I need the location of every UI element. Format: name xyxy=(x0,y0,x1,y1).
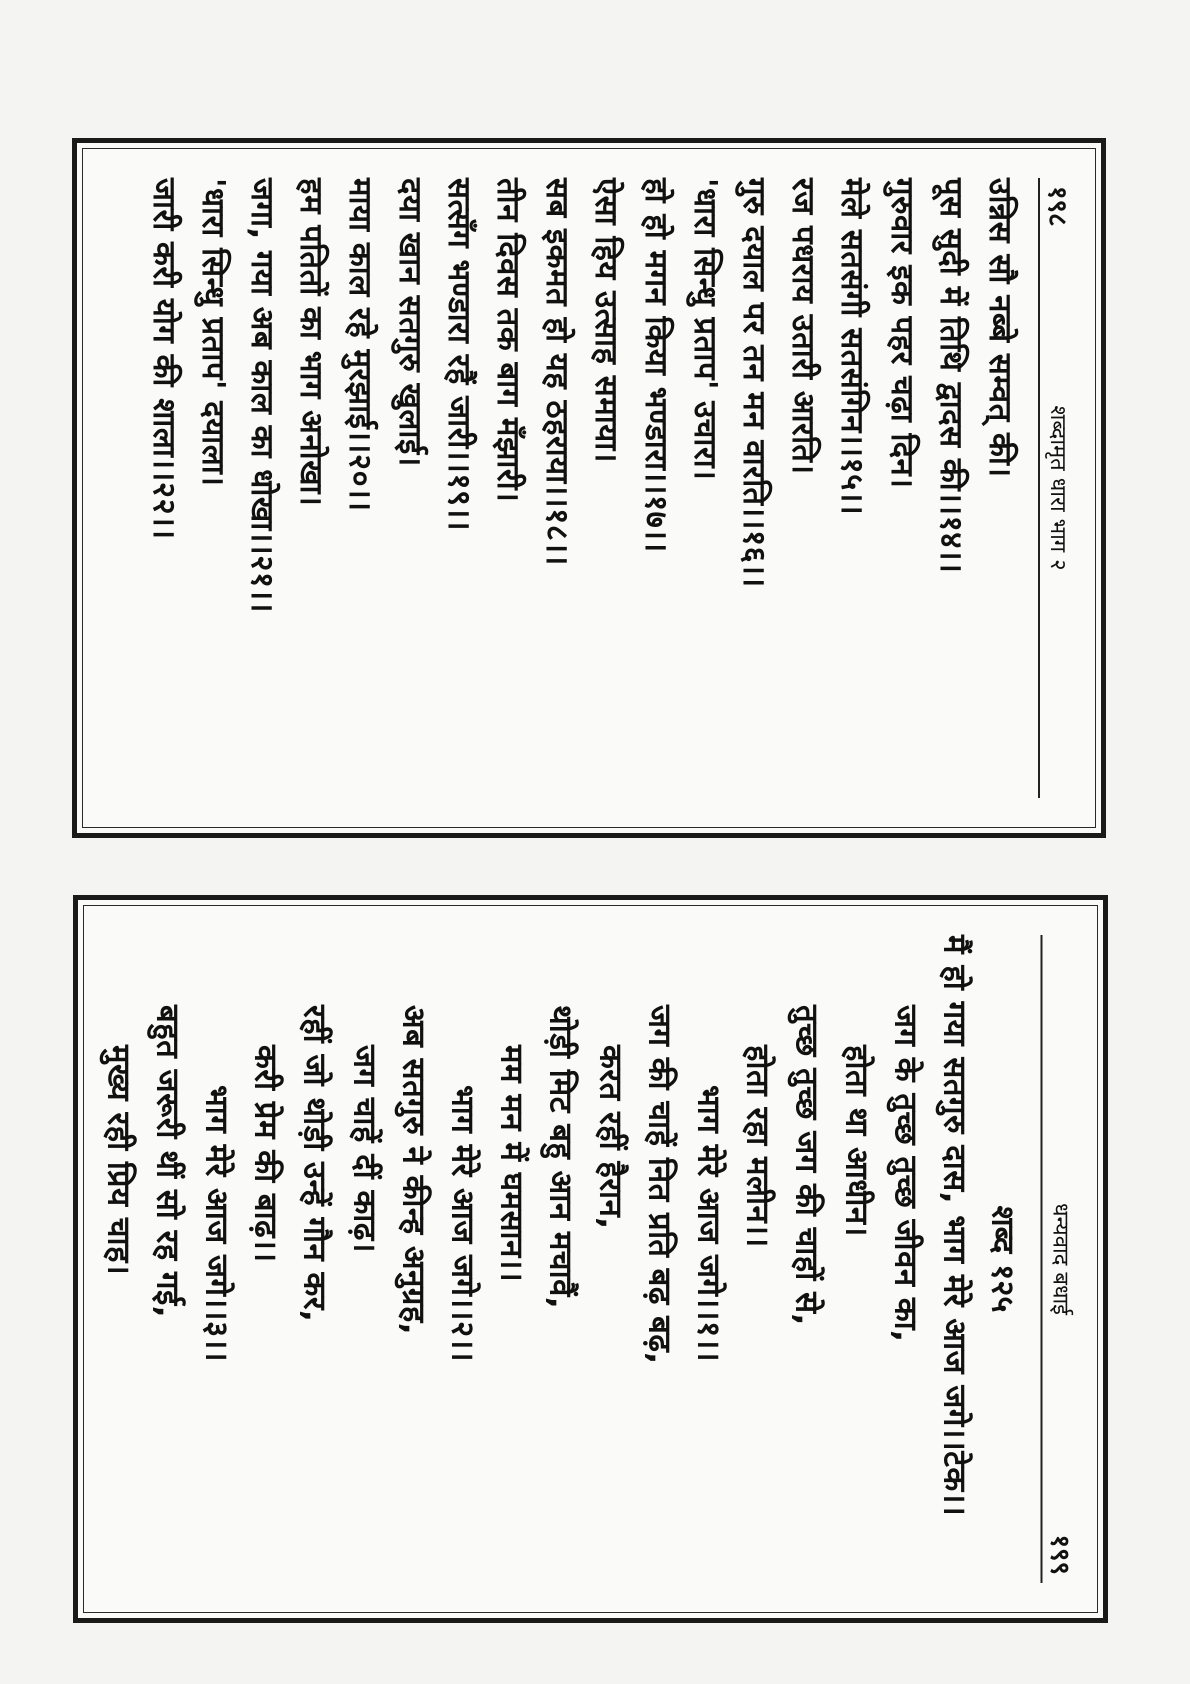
verse-line: जगा, गया अब काल का धोखा।।२१।। xyxy=(243,178,280,613)
verse-line: 'धारा सिन्धु प्रताप' दयाला। xyxy=(194,178,231,487)
verse-line: गुरु दयाल पर तन मन वारति।।१६।। xyxy=(735,178,772,588)
verse-line: 'धारा सिन्धु प्रताप' उचारा। xyxy=(686,178,723,481)
page-198-header xyxy=(1038,178,1078,798)
verse-line: भाग मेरे आज जगे।।२।। xyxy=(443,1085,480,1363)
verse-line: दया खान सतगुरु खुलाई। xyxy=(391,178,428,467)
page-number: १९९ xyxy=(1044,1534,1074,1575)
verse-line: जग की चाहें नित प्रति बढ़ बढ़, xyxy=(640,1005,677,1365)
verse-line: माया काल रहे मुरझाई।।२०।। xyxy=(342,178,379,512)
running-title: धन्यवाद बधाई xyxy=(1047,1203,1072,1315)
page-199 xyxy=(73,895,1108,1623)
verse-line: मैं हो गया सतगुरु दास, भाग मेरे आज जगे।।टेक।। xyxy=(936,935,972,1517)
verse-line: सब इकमत हो यह ठहराया।।१८।। xyxy=(539,178,576,566)
verse-line: जग के तुच्छ तुच्छ जीवन का, xyxy=(886,1005,923,1343)
verse-line: भाग मेरे आज जगे।।१।। xyxy=(689,1085,726,1363)
verse-line: करत रहीं हैरान, xyxy=(591,1045,628,1230)
page-199-header xyxy=(1040,935,1080,1583)
verse-line: रहीं जो थोड़ी उन्हें गौन कर, xyxy=(296,1005,333,1323)
verse-line: मुख्य रही प्रिय चाह। xyxy=(99,1045,136,1276)
page-198-content xyxy=(82,148,1096,828)
verse-line: तुच्छ तुच्छ जग की चाहों से, xyxy=(788,1005,825,1326)
verse-line: मम मन में घमसान।। xyxy=(493,1045,530,1283)
verse-line: हम पतितों का भाग अनोखा। xyxy=(293,178,330,507)
verse-line: अब सतगुरु ने कीन्ह अनुग्रह, xyxy=(394,1005,431,1336)
verse-line: रज पधराय उतारी आरति। xyxy=(785,178,822,475)
verse-line: पूस सुदी में तिथि द्वादस की।।१४।। xyxy=(932,178,969,574)
verse-line: थोड़ी मिट बहु आन मचावैं, xyxy=(542,1005,579,1310)
verse-line: बहुत जरूरी थीं सो रह गई, xyxy=(148,1005,185,1319)
verse-line: हो हो मगन किया भण्डारा।।१७।। xyxy=(637,178,674,553)
verse-line: जारी करी योग की शाला।।२२।। xyxy=(145,178,182,540)
page-number: १९८ xyxy=(1042,186,1072,227)
verse-line: उन्निस सौ नब्बे सम्वत् की। xyxy=(982,178,1018,478)
page-199-content xyxy=(83,905,1098,1613)
verse-line: गुरुवार इक पहर चढ़ा दिन। xyxy=(883,178,920,489)
verse-line: होता रहा मलीन।। xyxy=(739,1045,776,1248)
verse-line: सत्सँग भण्डारा रहैं जारी।।१९।। xyxy=(440,178,477,532)
running-title: शब्दामृत धारा भाग २ xyxy=(1045,405,1070,571)
page-198 xyxy=(72,138,1106,838)
verse-lines xyxy=(138,178,1038,798)
verse-line: तीन दिवस तक बाग मँझारी। xyxy=(489,178,526,503)
verse-line: ऐसा हिय उत्साह समाया। xyxy=(588,178,625,464)
verse-line: मेले सतसंगी सतसंगिन।।१५।। xyxy=(834,178,871,516)
verse-line: करी प्रेम की बाढ़।। xyxy=(247,1045,284,1263)
verse-line: होता था आधीन। xyxy=(837,1045,874,1237)
verse-line: जग चाहें दीं काढ़। xyxy=(345,1045,382,1254)
verse-lines xyxy=(92,935,1040,1583)
verse-line: भाग मेरे आज जगे।।३।। xyxy=(197,1085,234,1363)
hymn-title: शब्द १२५ xyxy=(984,1205,1020,1313)
